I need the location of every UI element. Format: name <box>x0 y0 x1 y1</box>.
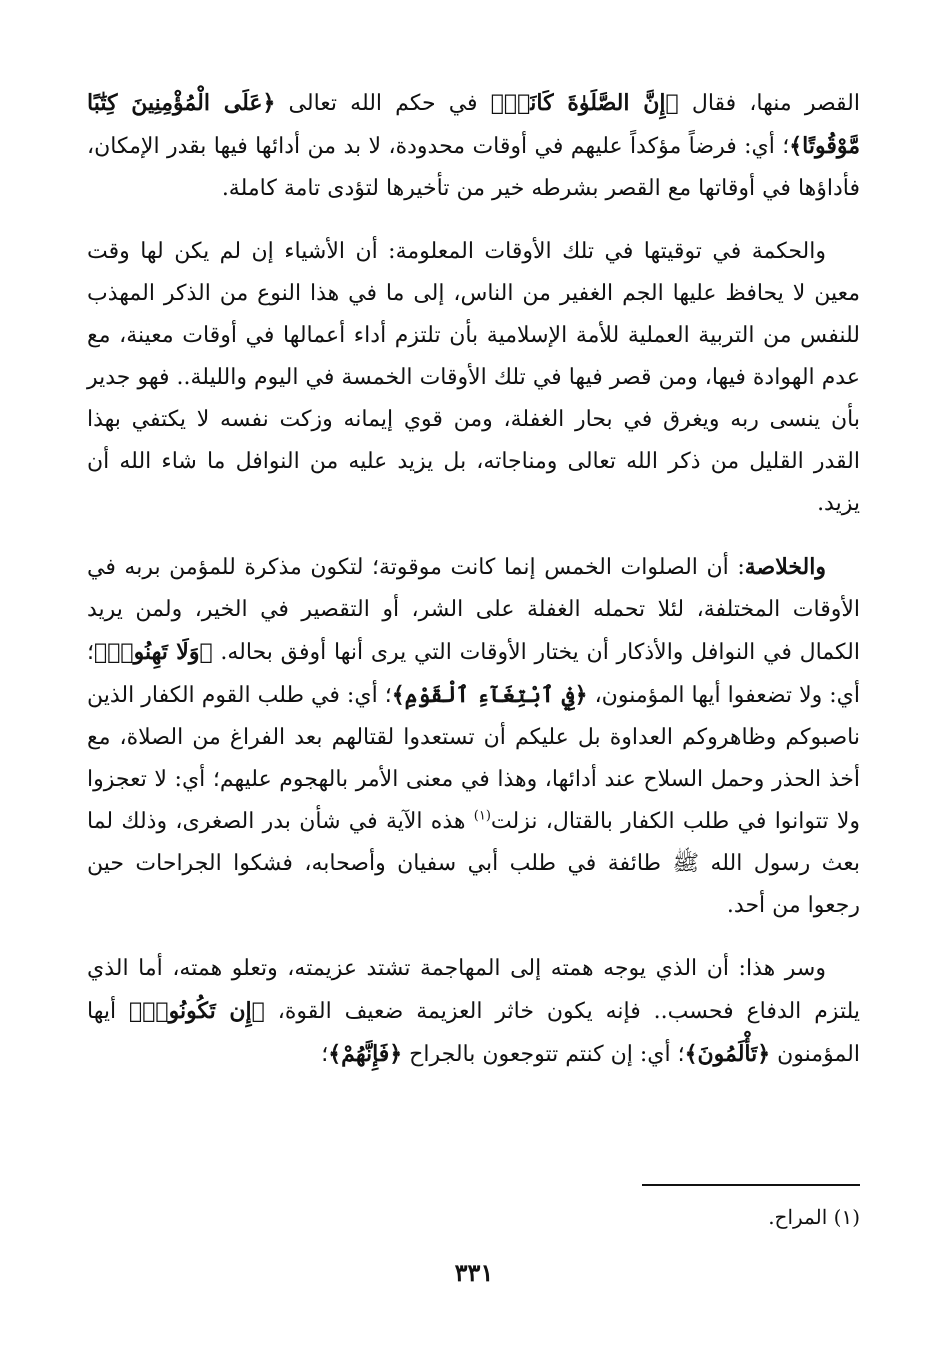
paragraph <box>87 948 860 1076</box>
text-segment: ؛ أي: في طلب القوم الكفار الذين ناصبوكم وظاهروكم العداوة بل عليكم أن تستعدوا لقتالهم بعد الفراغ من الصلاة، مع أخذ الحذر وحمل السلاح عند أدائها، وهذا في معنى الأمر بالهجوم عليهم؛ أي: لا تعجزوا ولا تتوانوا في طلب الكفار بالقتال، نزلت <box>87 683 860 834</box>
footnote-divider <box>642 1184 860 1186</box>
quran-verse: ﴿فِي ٱبْتِغَآءِ ٱلْقَوْمِ﴾ <box>391 682 588 708</box>
footnote-reference: (١) <box>473 808 491 824</box>
text-segment: القصر منها، فقال <box>678 91 860 116</box>
text-segment: : أن الصلوات الخمس إنما كانت موقوتة؛ لتكون مذكرة للمؤمن بربه في الأوقات المختلفة، لئلا تحمله الغفلة على الشر، أو التقصير في الخير، ولمن يريد الكمال في النوافل والأذكار أن يختار الأوقات التي يرى أنها أوفق بحاله. <box>87 555 860 665</box>
text-segment: ؛ أي: ولا تضعفوا أيها المؤمنون، <box>87 640 861 708</box>
quran-verse: ﴿فَإِنَّهُمْ﴾ <box>328 1041 403 1067</box>
page-number: ٣٣١ <box>454 1258 494 1287</box>
quran-verse: ﴿وَلَا تَهِنُوا۟﴾ <box>94 639 213 665</box>
text-segment: ؛ <box>321 1042 329 1067</box>
text-segment: والحكمة في توقيتها في تلك الأوقات المعلومة: أن الأشياء إن لم يكن لها وقت معين لا يحافظ عليها الجم الغفير من الناس، إلى ما في هذا النوع من الذكر المهذب للنفس من التربية العملية للأمة الإسلامية بأن تلتزم أداء أعمالها في أوقات معينة، مع عدم الهوادة فيها، ومن قصر فيها في تلك الأوقات الخمسة في اليوم والليلة.. فهو جدير بأن ينسى ربه ويغرق في بحار الغفلة، ومن قوي إيمانه وزكت نفسه لا يكتفي بهذا القدر القليل من ذكر الله تعالى ومناجاته، بل يزيد عليه من النوافل ما شاء الله أن يزيد. <box>87 239 860 516</box>
quran-verse: ﴿إِن تَكُونُوا۟﴾ <box>129 998 265 1024</box>
quran-verse: ﴿إِنَّ الصَّلَوٰةَ كَانَتۡ﴾ <box>490 90 679 116</box>
main-text <box>87 82 860 1076</box>
paragraph <box>87 231 860 525</box>
footnotes <box>87 1202 860 1232</box>
text-segment: وسر هذا: أن الذي يوجه همته إلى المهاجمة تشتد عزيمته، وتعلو همته، أما الذي يلتزم الدفاع فحسب.. فإنه يكون خاثر العزيمة ضعيف القوة، <box>87 956 860 1024</box>
text-segment: ؛ أي: إن كنتم تتوجعون بالجراح <box>402 1042 685 1067</box>
quran-verse: ﴿تَأْلَمُونَ﴾ <box>684 1041 771 1067</box>
bold-heading: والخلاصة <box>744 554 826 580</box>
text-segment: في حكم الله تعالى <box>275 91 491 116</box>
quran-verse: ﴿عَلَى الْمُؤْمِنِينَ كِتَٰبًا مَّوْقُوتًا﴾ <box>87 90 860 159</box>
footnote-marker: (١) <box>833 1205 860 1229</box>
footnote-text: المراح. <box>768 1205 828 1229</box>
text-segment: أيها المؤمنون <box>87 999 860 1067</box>
text-segment: هذه الآية في شأن بدر الصغرى، وذلك لما بعث رسول الله ﷺ طائفة في طلب أبي سفيان وأصحابه، فشكوا الجراحات حين رجعوا من أحد. <box>87 809 860 918</box>
text-segment: ؛ أي: فرضاً مؤكداً عليهم في أوقات محدودة، لا بد من أدائها فيها بقدر الإمكان، فأداؤها في أوقاتها مع القصر بشرطه خير من تأخيرها لتؤدى تامة كاملة. <box>87 134 860 201</box>
paragraph <box>87 546 860 927</box>
paragraph <box>87 82 860 210</box>
